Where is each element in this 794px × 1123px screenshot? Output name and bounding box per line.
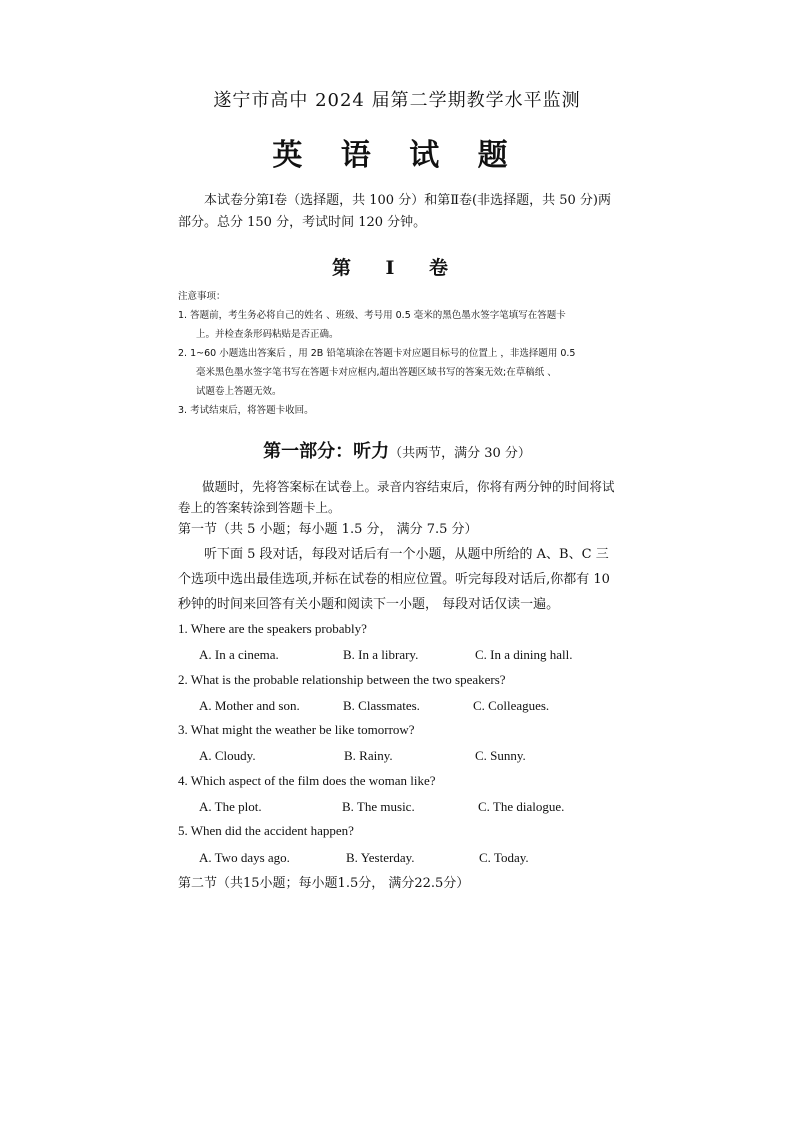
question-3: 3. What might the weather be like tomorrow?: [178, 722, 415, 737]
notes-heading: 注意事项：: [178, 291, 226, 302]
question-4: 4. Which aspect of the film does the woman like?: [178, 773, 436, 788]
q2-option-a: A. Mother and son.: [199, 698, 300, 713]
note-1-line-2: 上。并检查条形码粘贴是否正确。: [196, 329, 339, 340]
exam-title: 英 语 试 题: [272, 138, 522, 173]
section1-instruction: 听下面 5 段对话，每段对话后有一个小题，从题中所给的 A、B、C 三个选项中选出最佳选项,并标在试卷的相应位置。听完每段对话后,你都有 10 秒钟的时间来回答有关小题和阅读下一小题， 每段对话仅读一遍。: [178, 547, 610, 612]
notes-block: [178, 287, 618, 420]
q3-option-b: B. Rainy.: [344, 748, 393, 763]
q4-option-a: A. The plot.: [199, 799, 262, 814]
question-2: 2. What is the probable relationship between the two speakers?: [178, 672, 506, 687]
question-5: 5. When did the accident happen?: [178, 823, 354, 838]
q5-option-b: B. Yesterday.: [346, 850, 415, 865]
q2-option-c: C. Colleagues.: [473, 698, 550, 713]
part1-heading: [0, 437, 794, 463]
q2-option-b: B. Classmates.: [343, 698, 420, 713]
part1-intro: 做题时，先将答案标在试卷上。录音内容结束后，你将有两分钟的时间将试卷上的答案转涂到答题卡上。: [178, 479, 615, 515]
q1-option-a: A. In a cinema.: [199, 647, 279, 662]
part1-subtitle: （共两节，满分 30 分）: [389, 446, 531, 461]
q5-option-a: A. Two days ago.: [199, 850, 290, 865]
exam-intro: 本试卷分第Ⅰ卷（选择题，共 100 分）和第Ⅱ卷(非选择题，共 50 分)两部分。总分 150 分，考试时间 120 分钟。: [178, 193, 611, 230]
note-3: 3. 考试结束后，将答题卡收回。: [178, 405, 314, 416]
q4-option-c: C. The dialogue.: [478, 799, 565, 814]
note-2-line-1: 2. 1~60 小题选出答案后 ，用 2B 铅笔填涂在答题卡对应题目标号的位置上 ，非选择题用 0.5: [178, 348, 576, 359]
note-2-line-2: 毫米黑色墨水签字笔书写在答题卡对应框内,超出答题区域书写的答案无效;在草稿纸 、: [196, 367, 557, 378]
q1-option-b: B. In a library.: [343, 647, 419, 662]
note-1-line-1: 1. 答题前，考生务必将自己的姓名 、班级、考号用 0.5 毫米的黑色墨水签字笔填写在答题卡: [178, 310, 566, 321]
q4-option-b: B. The music.: [342, 799, 415, 814]
q3-option-a: A. Cloudy.: [199, 748, 256, 763]
section1-title: 第一节（共 5 小题；每小题 1.5 分， 满分 7.5 分）: [178, 522, 478, 537]
section2-title: 第二节（共15小题；每小题1.5分， 满分22.5分）: [178, 876, 470, 891]
question-1: 1. Where are the speakers probably?: [178, 621, 367, 636]
note-2-line-3: 试题卷上答题无效。: [196, 386, 282, 397]
part1-title: 第一部分：听力: [263, 441, 390, 462]
volume-heading: 第 Ⅰ 卷: [331, 257, 463, 279]
exam-header: 遂宁市高中 2024 届第二学期教学水平监测: [213, 90, 581, 111]
q1-option-c: C. In a dining hall.: [475, 647, 573, 662]
q5-option-c: C. Today.: [479, 850, 529, 865]
q3-option-c: C. Sunny.: [475, 748, 526, 763]
